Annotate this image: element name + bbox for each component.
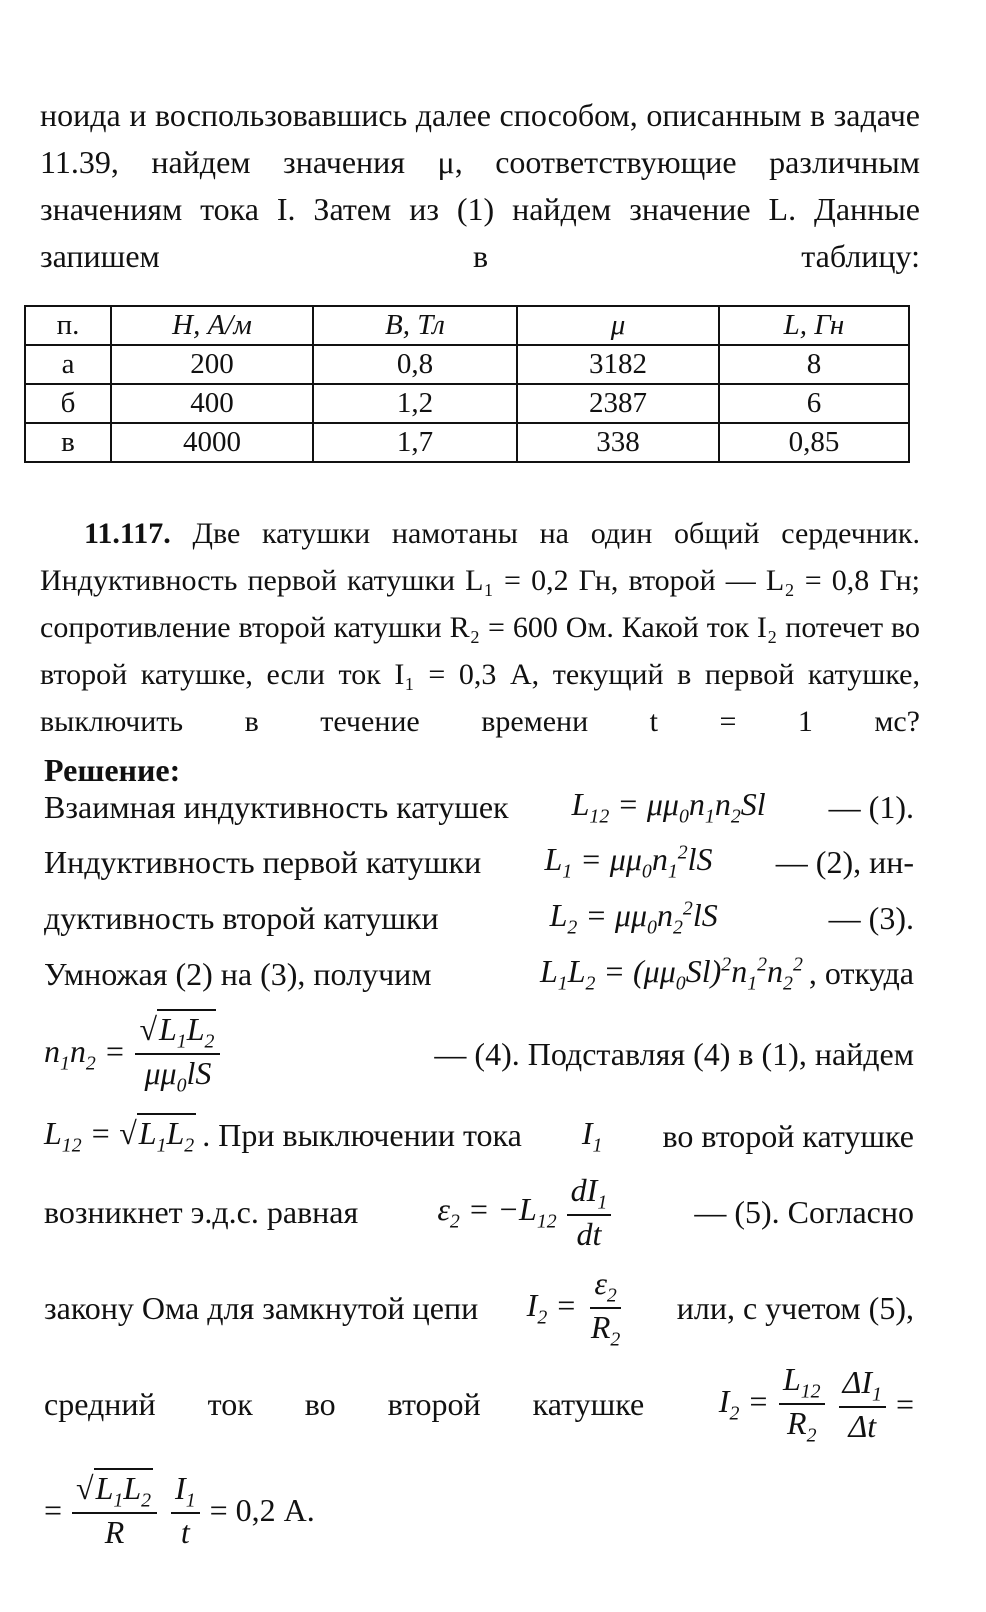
table-header: п.	[25, 306, 111, 345]
table-header-row	[25, 306, 909, 345]
table-cell: а	[25, 345, 111, 384]
solution-line-9	[44, 1358, 914, 1450]
solution-text: или, с учетом (5),	[676, 1289, 914, 1326]
formula-mutual-inductance: $L_{12} = \mu\mu_0n_1n_2Sl$	[571, 786, 766, 828]
solution-text: возникнет э.д.с. равная	[44, 1193, 359, 1230]
equation-ref: — (1).	[828, 789, 914, 825]
formula-n1n2: $n_1n_2$ = $\frac{√L_1L_2}{\mu\mu_0lS}$	[44, 1011, 224, 1097]
solution-text: Взаимная индуктивность катушек	[44, 789, 509, 825]
table-cell: 200	[111, 345, 313, 384]
table-header: H, А/м	[111, 306, 313, 345]
equation-ref: — (2), ин-	[775, 843, 914, 880]
solution-line-5	[44, 1004, 914, 1104]
formula-average-current: $I_2$ = $\frac{L_{12}}{R_2}$ $\frac{\Delta I_1}{\Delta t}$ =	[718, 1360, 914, 1447]
table-cell: 0,85	[719, 423, 909, 462]
table-header: L, Гн	[719, 306, 909, 345]
table-cell: в	[25, 423, 111, 462]
formula-l2: $L_2 = \mu\mu_0n_2^2lS$	[549, 896, 718, 939]
solution-text: Умножая (2) на (3), получим	[44, 955, 432, 992]
equation-ref: — (3).	[828, 899, 914, 936]
solution-text: дуктивность второй катушки	[44, 899, 439, 936]
solution-text: во второй катушке	[662, 1117, 914, 1154]
results-table	[24, 305, 910, 463]
solution-line-1	[44, 784, 914, 831]
solution-line-2	[44, 836, 914, 888]
table-cell: 338	[517, 423, 719, 462]
solution-text: Индуктивность первой катушки	[44, 843, 482, 880]
formula-ohm: $I_2$ = $\frac{\varepsilon_2}{R_2}$	[526, 1264, 621, 1351]
solution-line-7	[44, 1166, 914, 1258]
table-cell: 0,8	[313, 345, 517, 384]
table-cell: 1,7	[313, 423, 517, 462]
symbol-i1: $I_1$	[581, 1114, 603, 1157]
solution-line-8	[44, 1262, 914, 1354]
table-cell: 6	[719, 384, 909, 423]
final-result: = 0,2 А.	[209, 1491, 315, 1528]
table-row	[25, 384, 909, 423]
solution-text: — (4). Подставляя (4) в (1), найдем	[434, 1035, 914, 1072]
table-cell: 4000	[111, 423, 313, 462]
intro-text: ноида и воспользовавшись далее способом, описанным в задаче 11.39, найдем значения μ, соответствующие различным значениям тока I. Затем из (1) найдем значение L. Данные запишем в таблицу:	[40, 97, 920, 274]
solution-text: средний ток во второй катушке	[44, 1385, 645, 1422]
solution-line-10	[44, 1460, 914, 1560]
intro-paragraph	[40, 92, 920, 280]
solution-text: , откуда	[808, 955, 914, 992]
table-cell: 400	[111, 384, 313, 423]
table-cell: 2387	[517, 384, 719, 423]
solution-line-4	[44, 948, 914, 1000]
formula-final: = $\frac{√L_1L_2}{R}$ $\frac{I_1}{t}$ = 0,2 А.	[44, 1469, 315, 1550]
formula-l1: $L_1 = \mu\mu_0n_1^2lS$	[544, 840, 713, 883]
solution-text: . При выключении тока	[202, 1117, 522, 1154]
equation-ref: — (5). Согласно	[694, 1193, 914, 1230]
table-cell: 8	[719, 345, 909, 384]
table-header: μ	[517, 306, 719, 345]
table-cell: 3182	[517, 345, 719, 384]
problem-statement	[40, 510, 920, 745]
solution-text: закону Ома для замкнутой цепи	[44, 1289, 479, 1326]
table-header: B, Тл	[313, 306, 517, 345]
solution-header: Решение:	[44, 752, 181, 788]
table-cell: 1,2	[313, 384, 517, 423]
formula-l12-sqrt: $L_{12} = √L_1L_2$	[44, 1114, 195, 1157]
formula-product: $L_1L_2 = (\mu\mu_0Sl)^2n_1^2n_2^2$	[539, 952, 803, 995]
solution-line-6	[44, 1110, 914, 1162]
problem-number: 11.117.	[84, 517, 171, 550]
table-row	[25, 345, 909, 384]
table-cell: б	[25, 384, 111, 423]
table-row	[25, 423, 909, 462]
formula-emf: $\varepsilon_2 = -L_{12}$ $\frac{dI_1}{dt}$	[437, 1172, 615, 1253]
solution-line-3	[44, 892, 914, 944]
problem-text: Две катушки намотаны на один общий сердечник. Индуктивность первой катушки L₁ = 0,2 Гн, второй — L₂ = 0,8 Гн; сопротивление второй катушки R₂ = 600 Ом. Какой ток I₂ потечет во второй катушке, если ток I₁ = 0,3 А, текущий в первой катушке, выключить в течение времени t = 1 мс?	[40, 517, 920, 738]
